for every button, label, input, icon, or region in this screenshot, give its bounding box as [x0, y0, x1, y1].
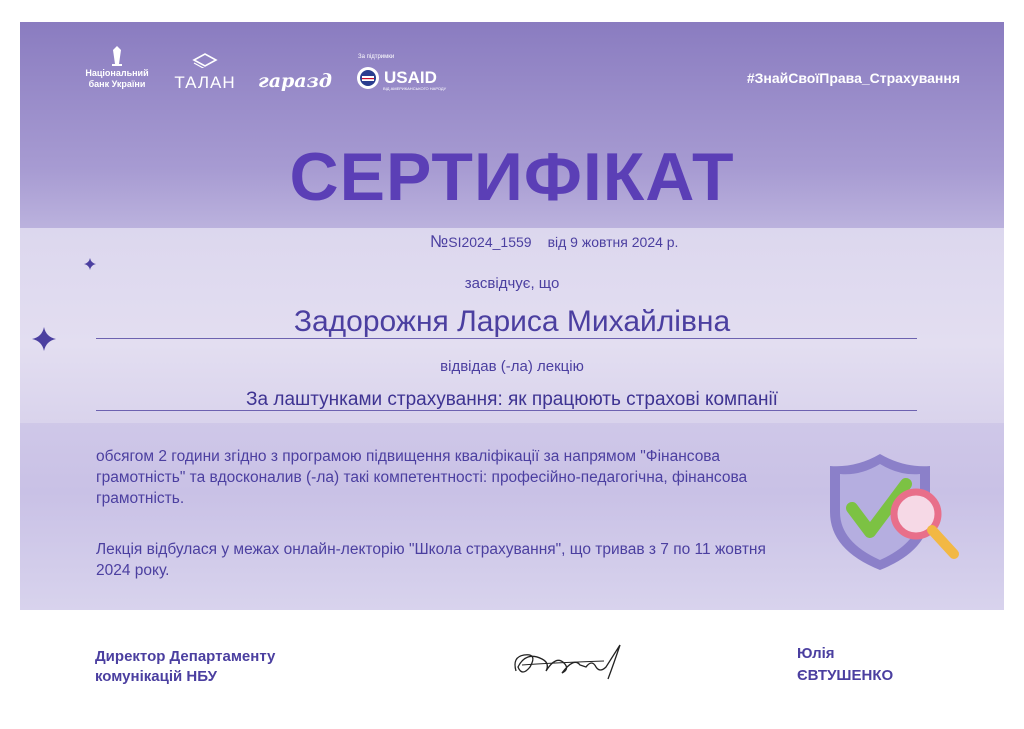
hashtag: #ЗнайСвоїПрава_Страхування	[746, 70, 960, 86]
number-prefix: №	[430, 232, 449, 251]
shield-check-icon	[826, 452, 966, 572]
sparkle-icon	[84, 258, 96, 270]
talan-logo-icon	[192, 52, 218, 68]
signatory-position	[95, 647, 275, 687]
nbu-logo-icon	[110, 46, 124, 66]
usaid-subtitle: ВІД АМЕРИКАНСЬКОГО НАРОДУ	[383, 86, 447, 91]
name-underline	[96, 338, 917, 339]
recipient-name: Задорожня Лариса Михайлівна	[293, 305, 731, 338]
signatory-position-line2: комунікацій НБУ	[95, 668, 217, 685]
usaid-seal-icon	[356, 66, 380, 90]
signatory-first-name: Юлія	[797, 645, 835, 662]
lecture-underline	[96, 410, 917, 411]
lecture-series-paragraph: Лекція відбулася у межах онлайн-лекторію "Школа страхування", що тривав з 7 по 11 жовтня 2024 року.	[96, 541, 766, 579]
certificate-number: SI2024_1559	[448, 234, 532, 250]
attended-text: відвідав (-ла) лекцію	[440, 358, 584, 375]
certificate-number-line	[430, 232, 678, 252]
nbu-logo-text: Національний банк України	[85, 68, 149, 89]
signatory-name	[797, 643, 893, 687]
usaid-logo-text: USAID	[384, 68, 437, 87]
signatory-last-name: ЄВТУШЕНКО	[797, 667, 894, 684]
nbu-logo	[82, 46, 152, 90]
talan-logo	[170, 52, 240, 93]
zaraz-logo: гаразд	[258, 70, 332, 92]
lecture-title: За лаштунками страхування: як працюють страхові компанії	[246, 389, 778, 410]
talan-logo-text: ТАЛАН	[174, 73, 236, 92]
certifies-text: засвідчує, що	[464, 275, 560, 292]
scope-paragraph: обсягом 2 години згідно з програмою підвищення кваліфікації за напрямом "Фінансова грамотність" та вдосконалив (-ла) такі компетентності: професійно-педагогічна, фінансова грамотність.	[96, 448, 748, 507]
certificate-title: СЕРТИФІКАТ	[289, 139, 735, 215]
usaid-support-label: За підтримки	[358, 54, 395, 60]
signatory-position-line1: Директор Департаменту	[95, 648, 276, 665]
certificate-date: від 9 жовтня 2024 р.	[547, 234, 679, 250]
handwritten-signature	[508, 637, 628, 687]
